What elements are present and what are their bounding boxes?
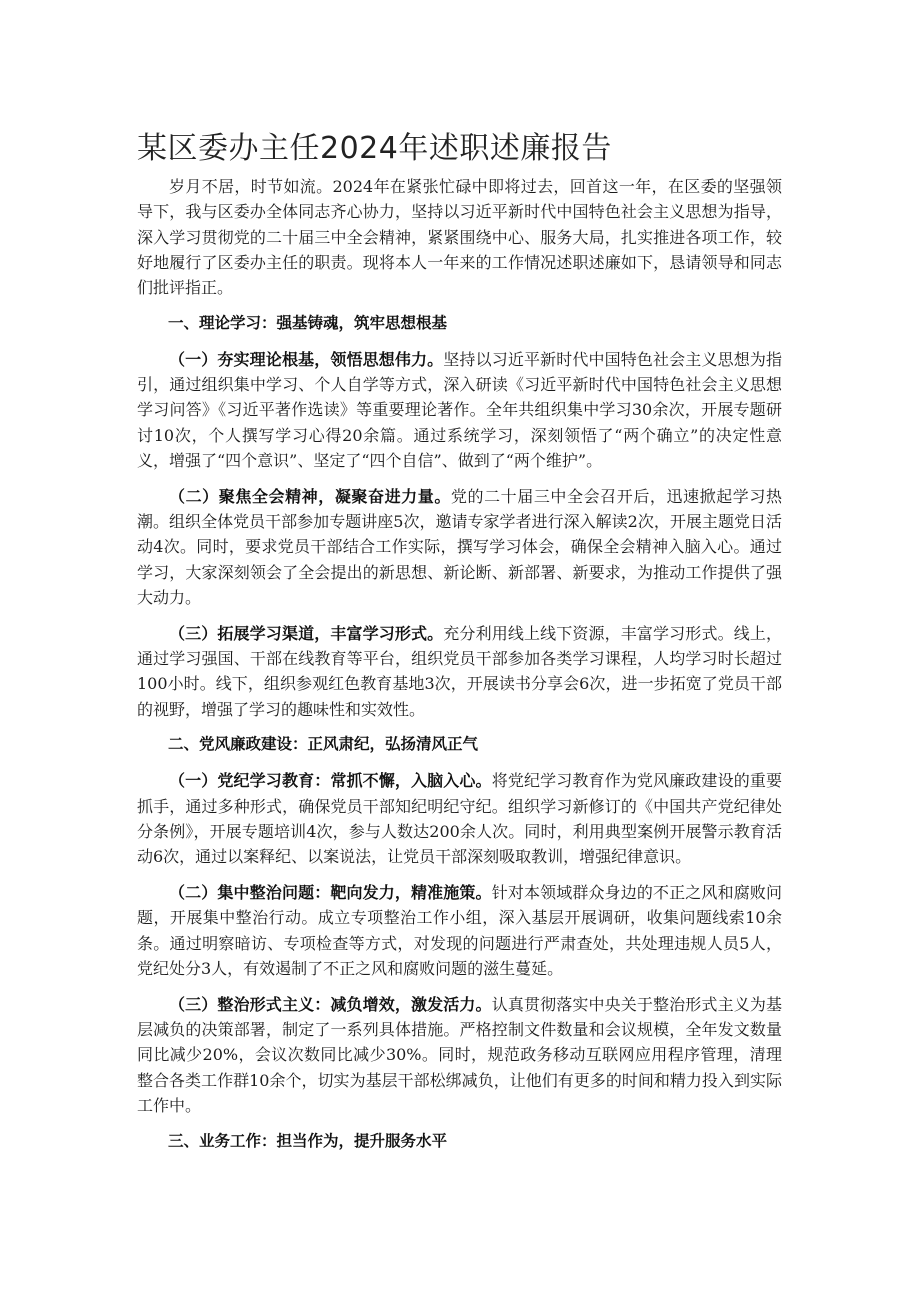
item-text: 针对本领域群众身边的不正之风和腐败问题，开展集中整治行动。成立专项整治工作小组，深入基层开展调研，收集问题线索10余条。通过明察暗访、专项检查等方式，对发现的问题进行严肃查处，共处理违规人员5人，党纪处分3人，有效遏制了不正之风和腐败问题的滋生蔓延。 <box>137 882 782 978</box>
item-lead: （二）集中整治问题：靶向发力，精准施策。 <box>169 882 492 902</box>
item-text: 党的二十届三中全会召开后，迅速掀起学习热潮。组织全体党员干部参加专题讲座5次，邀请专家学者进行深入解读2次，开展主题党日活动4次。同时，要求党员干部结合工作实际，撰写学习体会，确保全会精神入脑入心。通过学习，大家深刻领会了全会提出的新思想、新论断、新部署、新要求，为推动工作提供了强大动力。 <box>137 486 782 607</box>
section-1-item-1 <box>137 347 782 473</box>
section-1-heading: 一、理论学习：强基铸魂，筑牢思想根基 <box>168 313 448 332</box>
item-text: 认真贯彻落实中央关于整治形式主义为基层减负的决策部署，制定了一系列具体措施。严格控制文件数量和会议规模，全年发文数量同比减少20%，会议次数同比减少30%。同时，规范政务移动互联网应用程序管理，清理整合各类工作群10余个，切实为基层干部松绑减负，让他们有更多的时间和精力投入到实际工作中。 <box>137 994 782 1115</box>
section-2-item-3 <box>137 992 782 1118</box>
item-lead: （三）整治形式主义：减负增效，激发活力。 <box>169 994 492 1014</box>
section-1-item-2 <box>137 484 782 610</box>
item-lead: （一）夯实理论根基，领悟思想伟力。 <box>169 349 444 369</box>
intro-paragraph: 岁月不居，时节如流。2024年在紧张忙碌中即将过去，回首这一年，在区委的坚强领导下，我与区委办全体同志齐心协力，坚持以习近平新时代中国特色社会主义思想为指导，深入学习贯彻党的二十届三中全会精神，紧紧围绕中心、服务大局，扎实推进各项工作，较好地履行了区委办主任的职责。现将本人一年来的工作情况述职述廉如下，恳请领导和同志们批评指正。 <box>137 177 782 298</box>
document-title: 某区委办主任2024年述职述廉报告 <box>137 131 612 166</box>
item-lead: （二）聚焦全会精神，凝聚奋进力量。 <box>169 486 451 506</box>
section-2-heading: 二、党风廉政建设：正风肃纪，弘扬清风正气 <box>168 735 479 754</box>
item-lead: （三）拓展学习渠道，丰富学习形式。 <box>169 623 444 643</box>
section-2-item-2 <box>137 880 782 981</box>
section-3-heading: 三、业务工作：担当作为，提升服务水平 <box>168 1131 448 1150</box>
item-text: 坚持以习近平新时代中国特色社会主义思想为指引，通过组织集中学习、个人自学等方式，深入研读《习近平新时代中国特色社会主义思想学习问答》《习近平著作选读》等重要理论著作。全年共组织集中学习30余次，开展专题研讨10次，个人撰写学习心得20余篇。通过系统学习，深刻领悟了“两个确立”的决定性意义，增强了“四个意识”、坚定了“四个自信”、做到了“两个维护”。 <box>137 349 782 470</box>
document-body <box>137 174 782 1164</box>
section-1-item-3 <box>137 621 782 722</box>
item-text: 充分利用线上线下资源，丰富学习形式。线上，通过学习强国、干部在线教育等平台，组织党员干部参加各类学习课程，人均学习时长超过100小时。线下，组织参观红色教育基地3次，开展读书分享会6次，进一步拓宽了党员干部的视野，增强了学习的趣味性和实效性。 <box>137 623 782 719</box>
item-lead: （一）党纪学习教育：常抓不懈，入脑入心。 <box>169 771 492 791</box>
section-2-item-1 <box>137 768 782 869</box>
item-text: 将党纪学习教育作为党风廉政建设的重要抓手，通过多种形式，确保党员干部知纪明纪守纪。组织学习新修订的《中国共产党纪律处分条例》，开展专题培训4次，参与人数达200余人次。同时，利用典型案例开展警示教育活动6次，通过以案释纪、以案说法，让党员干部深刻吸取教训，增强纪律意识。 <box>137 771 782 867</box>
